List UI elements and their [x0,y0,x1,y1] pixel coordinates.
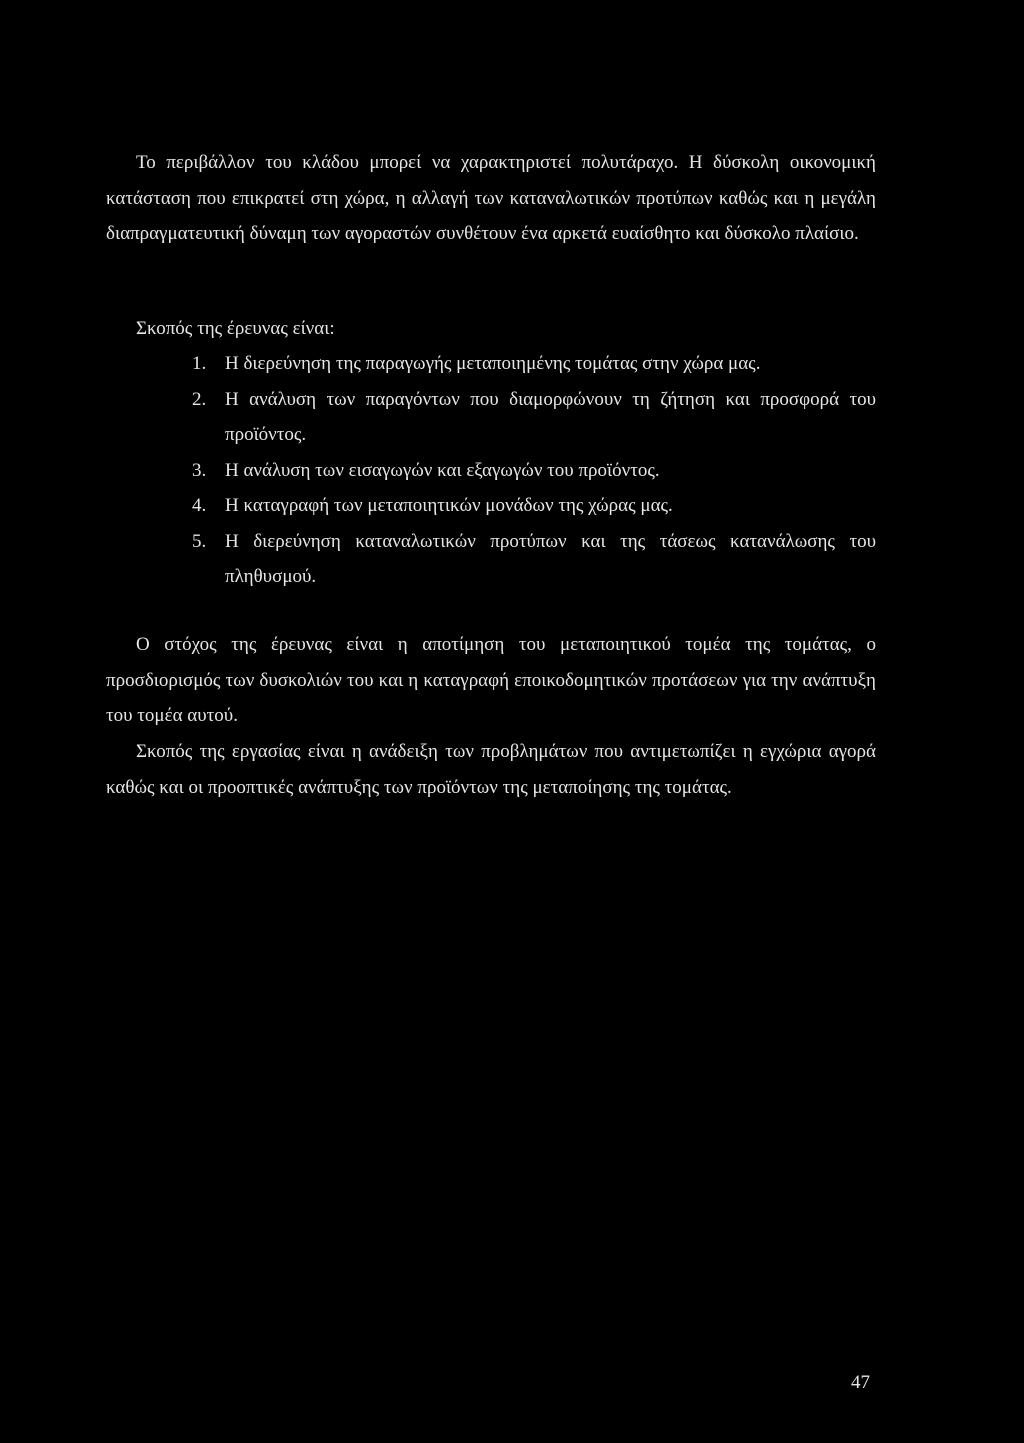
goal-paragraph: Ο στόχος της έρευνας είναι η αποτίμηση του μεταποιητικού τομέα της τομάτας, ο προσδιορισμός των δυσκολιών του και η καταγραφή εποικοδομητικών προτάσεων για την ανάπτυξη του τομέα αυτού. [106,634,876,726]
list-item [192,524,876,595]
list-item [192,382,876,453]
list-item-text: Η ανάλυση των εισαγωγών και εξαγωγών του προϊόντος. [225,459,660,481]
intro-paragraph: Το περιβάλλον του κλάδου μπορεί να χαρακτηριστεί πολυτάραχο. Η δύσκολη οικονομική κατάσταση που επικρατεί στη χώρα, η αλλαγή των καταναλωτικών προτύπων καθώς και η μεγάλη διαπραγματευτική δύναμη των αγοραστών συνθέτουν ένα αρκετά ευαίσθητο και δύσκολο πλαίσιο. [106,152,876,244]
list-item [192,453,876,489]
list-item-number: 5. [192,530,207,552]
list-item-text: Η διερεύνηση καταναλωτικών προτύπων και της τάσεως κατανάλωσης του πληθυσμού. [225,530,876,587]
list-item-text: Η καταγραφή των μεταποιητικών μονάδων της χώρας μας. [225,495,673,516]
list-item-number: 3. [192,459,207,481]
list-item [192,488,876,524]
purpose-paragraph: Σκοπός της εργασίας είναι η ανάδειξη των προβλημάτων που αντιμετωπίζει η εγχώρια αγορά καθώς και οι προοπτικές ανάπτυξης των προϊόντων της μεταποίησης της τομάτας. [106,741,876,798]
list-item-number: 2. [192,388,207,410]
list-item-number: 4. [192,495,207,516]
list-item [192,346,876,382]
list-item-number: 1. [192,353,207,374]
page-number: 47 [851,1372,870,1393]
aims-lead: Σκοπός της έρευνας είναι: [136,318,335,339]
list-item-text: Η διερεύνηση της παραγωγής μεταποιημένης τομάτας στην χώρα μας. [225,353,761,374]
objectives-list [192,346,876,595]
list-item-text: Η ανάλυση των παραγόντων που διαμορφώνουν τη ζήτηση και προσφορά του προϊόντος. [225,388,876,445]
